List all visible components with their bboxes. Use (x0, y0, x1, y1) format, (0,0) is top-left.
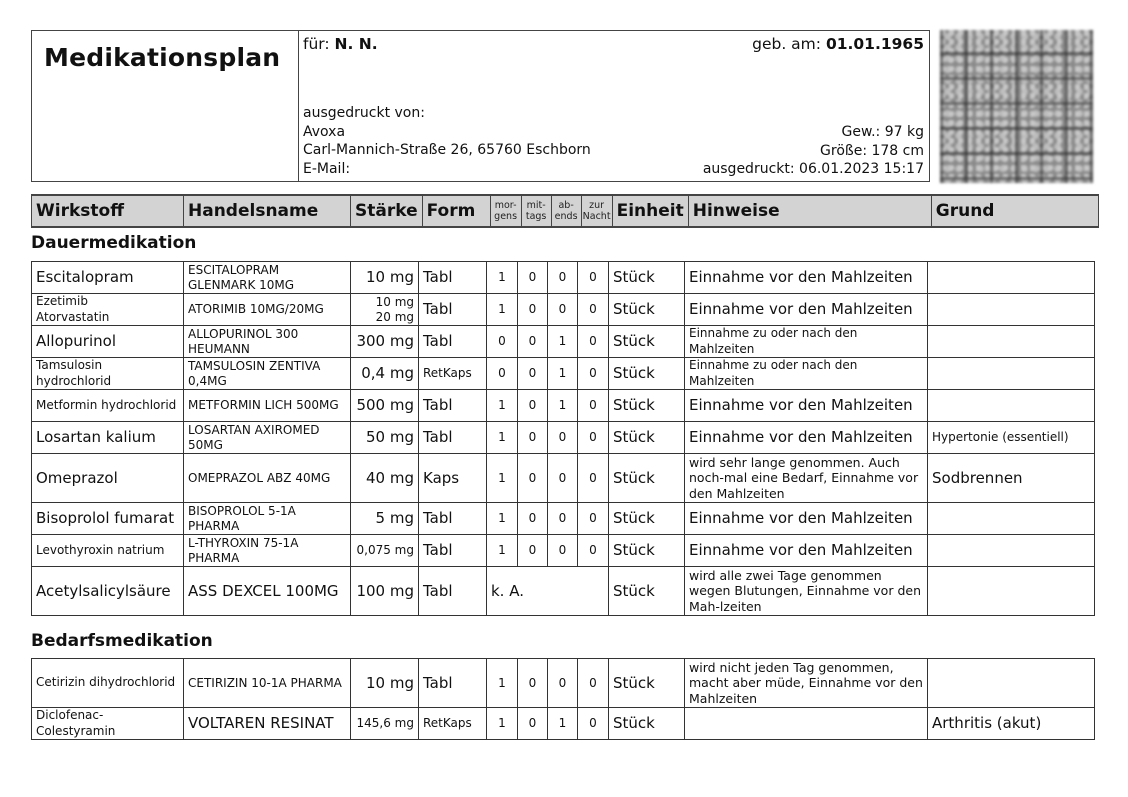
hinweise: Einnahme vor den Mahlzeiten (685, 422, 928, 454)
dose-morgens: 1 (487, 535, 518, 567)
patient-name: N. N. (334, 35, 378, 53)
grund (928, 567, 1095, 616)
staerke: 0,075 mg (351, 535, 419, 567)
wirkstoff: Levothyroxin natrium (32, 535, 184, 567)
hinweise: wird sehr lange genommen. Auch noch-mal eine Bedarf, Einnahme vor den Mahlzeiten (685, 454, 928, 503)
einheit: Stück (609, 262, 685, 294)
handelsname: BISOPROLOL 5-1A PHARMA (184, 503, 351, 535)
table-row (32, 535, 1095, 567)
patient-label: für: (303, 35, 330, 53)
col-nacht: zur Nacht (581, 195, 612, 227)
col-grund: Grund (931, 195, 1098, 227)
staerke: 500 mg (351, 390, 419, 422)
printed-by-label: ausgedruckt von: (303, 105, 425, 121)
grund (928, 390, 1095, 422)
handelsname: ALLOPURINOL 300 HEUMANN (184, 326, 351, 358)
form: Tabl (419, 503, 487, 535)
handelsname: VOLTAREN RESINAT (184, 708, 351, 740)
dose-abends: 0 (548, 294, 578, 326)
section-title-dauer: Dauermedikation (31, 233, 197, 253)
dose-morgens: 0 (487, 358, 518, 390)
staerke: 0,4 mg (351, 358, 419, 390)
grund: Arthritis (akut) (928, 708, 1095, 740)
hinweise (685, 708, 928, 740)
table-row (32, 503, 1095, 535)
dauer-table (31, 261, 1095, 616)
handelsname: LOSARTAN AXIROMED 50MG (184, 422, 351, 454)
staerke: 10 mg (351, 262, 419, 294)
table-row (32, 422, 1095, 454)
column-header-row (31, 194, 1099, 228)
einheit: Stück (609, 708, 685, 740)
dose-mittags: 0 (518, 422, 548, 454)
printer-address: Carl-Mannich-Straße 26, 65760 Eschborn (303, 142, 591, 158)
datamatrix-code-icon (940, 30, 1093, 183)
wirkstoff: Diclofenac-Colestyramin (32, 708, 184, 740)
patient-info (298, 31, 929, 181)
form: Tabl (419, 422, 487, 454)
dose-nacht: 0 (578, 390, 609, 422)
birth-date: 01.01.1965 (825, 35, 924, 53)
dose-mittags: 0 (518, 535, 548, 567)
dose-abends: 0 (548, 659, 578, 708)
wirkstoff: Metformin hydrochlorid (32, 390, 184, 422)
form: RetKaps (419, 708, 487, 740)
hinweise: Einnahme vor den Mahlzeiten (685, 262, 928, 294)
patient-name-line (303, 35, 378, 53)
dose-nacht: 0 (578, 294, 609, 326)
handelsname: ASS DEXCEL 100MG (184, 567, 351, 616)
birth-label: geb. am: (752, 35, 821, 53)
einheit: Stück (609, 535, 685, 567)
bedarf-table (31, 658, 1095, 740)
dose-mittags: 0 (518, 390, 548, 422)
grund: Hypertonie (essentiell) (928, 422, 1095, 454)
dose-morgens: 1 (487, 390, 518, 422)
hinweise: wird alle zwei Tage genommen wegen Blutungen, Einnahme vor den Mah-lzeiten (685, 567, 928, 616)
handelsname: OMEPRAZOL ABZ 40MG (184, 454, 351, 503)
form: Tabl (419, 535, 487, 567)
handelsname: CETIRIZIN 10-1A PHARMA (184, 659, 351, 708)
col-wirkstoff: Wirkstoff (32, 195, 184, 227)
grund (928, 358, 1095, 390)
section-title-bedarf: Bedarfsmedikation (31, 631, 213, 651)
grund (928, 535, 1095, 567)
dose-abends: 0 (548, 503, 578, 535)
wirkstoff: Bisoprolol fumarat (32, 503, 184, 535)
einheit: Stück (609, 422, 685, 454)
staerke: 300 mg (351, 326, 419, 358)
form: Tabl (419, 659, 487, 708)
handelsname: ESCITALOPRAM GLENMARK 10MG (184, 262, 351, 294)
einheit: Stück (609, 390, 685, 422)
birth-date-line (752, 35, 924, 53)
table-row (32, 294, 1095, 326)
dose-morgens: 1 (487, 262, 518, 294)
grund (928, 294, 1095, 326)
dose-nacht: 0 (578, 326, 609, 358)
dosage-not-specified: k. A. (487, 567, 609, 616)
dose-abends: 0 (548, 454, 578, 503)
einheit: Stück (609, 659, 685, 708)
printer-info (303, 104, 591, 178)
col-morgens: mor- gens (490, 195, 521, 227)
form: Tabl (419, 294, 487, 326)
wirkstoff: Acetylsalicylsäure (32, 567, 184, 616)
hinweise: Einnahme zu oder nach den Mahlzeiten (685, 326, 928, 358)
dose-nacht: 0 (578, 422, 609, 454)
printed-at: ausgedruckt: 06.01.2023 15:17 (702, 161, 924, 177)
handelsname: TAMSULOSIN ZENTIVA 0,4MG (184, 358, 351, 390)
col-form: Form (422, 195, 490, 227)
form: Tabl (419, 567, 487, 616)
form: Tabl (419, 326, 487, 358)
dose-morgens: 1 (487, 708, 518, 740)
grund (928, 503, 1095, 535)
printer-email: E-Mail: (303, 160, 351, 177)
table-row (32, 708, 1095, 740)
dose-nacht: 0 (578, 503, 609, 535)
page-title: Medikationsplan (44, 43, 281, 72)
einheit: Stück (609, 294, 685, 326)
staerke: 100 mg (351, 567, 419, 616)
hinweise: Einnahme zu oder nach den Mahlzeiten (685, 358, 928, 390)
table-row (32, 454, 1095, 503)
dose-nacht: 0 (578, 535, 609, 567)
handelsname: ATORIMIB 10MG/20MG (184, 294, 351, 326)
dose-abends: 1 (548, 326, 578, 358)
table-row (32, 358, 1095, 390)
dose-morgens: 1 (487, 294, 518, 326)
table-row (32, 567, 1095, 616)
einheit: Stück (609, 326, 685, 358)
dose-mittags: 0 (518, 326, 548, 358)
dose-morgens: 1 (487, 454, 518, 503)
dose-nacht: 0 (578, 659, 609, 708)
handelsname: METFORMIN LICH 500MG (184, 390, 351, 422)
staerke: 40 mg (351, 454, 419, 503)
dose-abends: 1 (548, 390, 578, 422)
dose-nacht: 0 (578, 708, 609, 740)
form: Tabl (419, 262, 487, 294)
dose-abends: 0 (548, 535, 578, 567)
table-row (32, 659, 1095, 708)
staerke: 50 mg (351, 422, 419, 454)
staerke: 145,6 mg (351, 708, 419, 740)
dose-nacht: 0 (578, 454, 609, 503)
table-row (32, 326, 1095, 358)
col-staerke: Stärke (351, 195, 423, 227)
grund: Sodbrennen (928, 454, 1095, 503)
wirkstoff: Escitalopram (32, 262, 184, 294)
wirkstoff: Ezetimib Atorvastatin (32, 294, 184, 326)
col-abends: ab- ends (551, 195, 581, 227)
dose-mittags: 0 (518, 358, 548, 390)
grund (928, 262, 1095, 294)
title-cell (32, 31, 299, 181)
dose-mittags: 0 (518, 454, 548, 503)
dose-nacht: 0 (578, 358, 609, 390)
einheit: Stück (609, 503, 685, 535)
printer-name: Avoxa (303, 123, 346, 140)
form: Kaps (419, 454, 487, 503)
wirkstoff: Tamsulosin hydrochlorid (32, 358, 184, 390)
einheit: Stück (609, 454, 685, 503)
dose-mittags: 0 (518, 659, 548, 708)
hinweise: Einnahme vor den Mahlzeiten (685, 294, 928, 326)
grund (928, 326, 1095, 358)
wirkstoff: Allopurinol (32, 326, 184, 358)
hinweise: Einnahme vor den Mahlzeiten (685, 535, 928, 567)
einheit: Stück (609, 358, 685, 390)
patient-metrics (703, 123, 924, 179)
dose-morgens: 1 (487, 422, 518, 454)
wirkstoff: Losartan kalium (32, 422, 184, 454)
patient-header (31, 30, 930, 182)
wirkstoff: Omeprazol (32, 454, 184, 503)
einheit: Stück (609, 567, 685, 616)
dose-morgens: 0 (487, 326, 518, 358)
col-einheit: Einheit (612, 195, 688, 227)
height: Größe: 178 cm (820, 142, 924, 159)
hinweise: Einnahme vor den Mahlzeiten (685, 503, 928, 535)
weight: Gew.: 97 kg (841, 124, 924, 140)
dose-morgens: 1 (487, 503, 518, 535)
col-hinweise: Hinweise (688, 195, 931, 227)
hinweise: wird nicht jeden Tag genommen, macht aber müde, Einnahme vor den Mahlzeiten (685, 659, 928, 708)
dose-abends: 0 (548, 262, 578, 294)
dose-nacht: 0 (578, 262, 609, 294)
dose-mittags: 0 (518, 503, 548, 535)
dose-abends: 1 (548, 708, 578, 740)
hinweise: Einnahme vor den Mahlzeiten (685, 390, 928, 422)
handelsname: L-THYROXIN 75-1A PHARMA (184, 535, 351, 567)
grund (928, 659, 1095, 708)
wirkstoff: Cetirizin dihydrochlorid (32, 659, 184, 708)
staerke: 10 mg 20 mg (351, 294, 419, 326)
form: RetKaps (419, 358, 487, 390)
dose-mittags: 0 (518, 262, 548, 294)
dose-abends: 1 (548, 358, 578, 390)
form: Tabl (419, 390, 487, 422)
col-mittags: mit- tags (521, 195, 551, 227)
dose-mittags: 0 (518, 708, 548, 740)
dose-abends: 0 (548, 422, 578, 454)
staerke: 10 mg (351, 659, 419, 708)
table-row (32, 262, 1095, 294)
staerke: 5 mg (351, 503, 419, 535)
dose-mittags: 0 (518, 294, 548, 326)
dose-morgens: 1 (487, 659, 518, 708)
col-handelsname: Handelsname (184, 195, 351, 227)
table-row (32, 390, 1095, 422)
